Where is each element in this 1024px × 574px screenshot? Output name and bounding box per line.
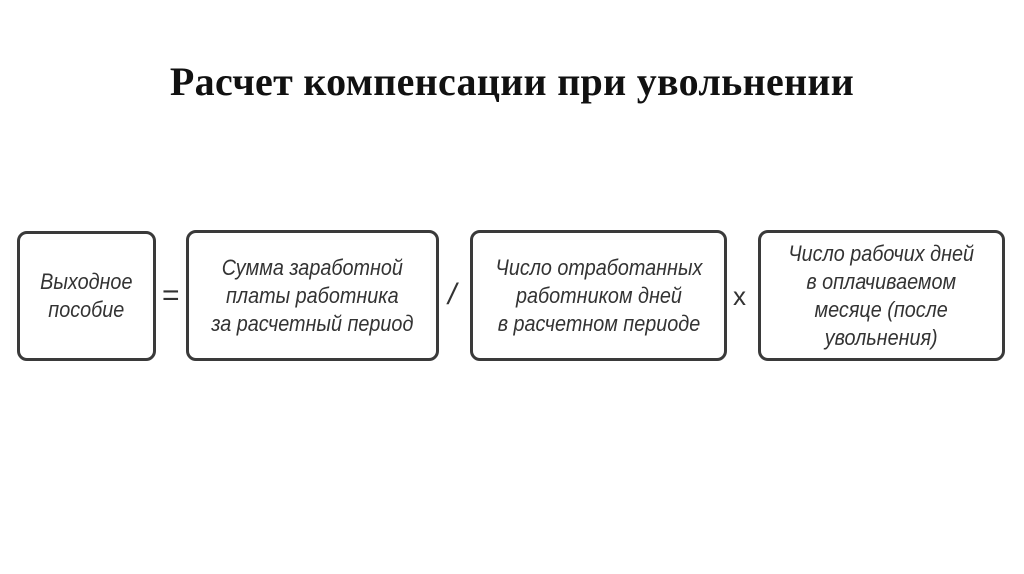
divide-sign: / <box>448 278 457 311</box>
working-days-box <box>758 230 1005 361</box>
salary-sum-label: Сумма заработной платы работника за расчетный период <box>211 254 414 336</box>
severance-pay-label: Выходное пособие <box>40 269 133 322</box>
salary-sum-box <box>186 230 439 361</box>
days-worked-box <box>470 230 727 361</box>
equals-sign: = <box>162 279 180 312</box>
multiply-sign: x <box>733 281 746 311</box>
page-title: Расчет компенсации при увольнении <box>169 59 855 104</box>
severance-pay-box <box>17 231 156 361</box>
working-days-label: Число рабочих дней в оплачиваемом месяце (после увольнения) <box>788 240 975 350</box>
days-worked-label: Число отработанных работником дней в расчетном периоде <box>495 254 702 336</box>
